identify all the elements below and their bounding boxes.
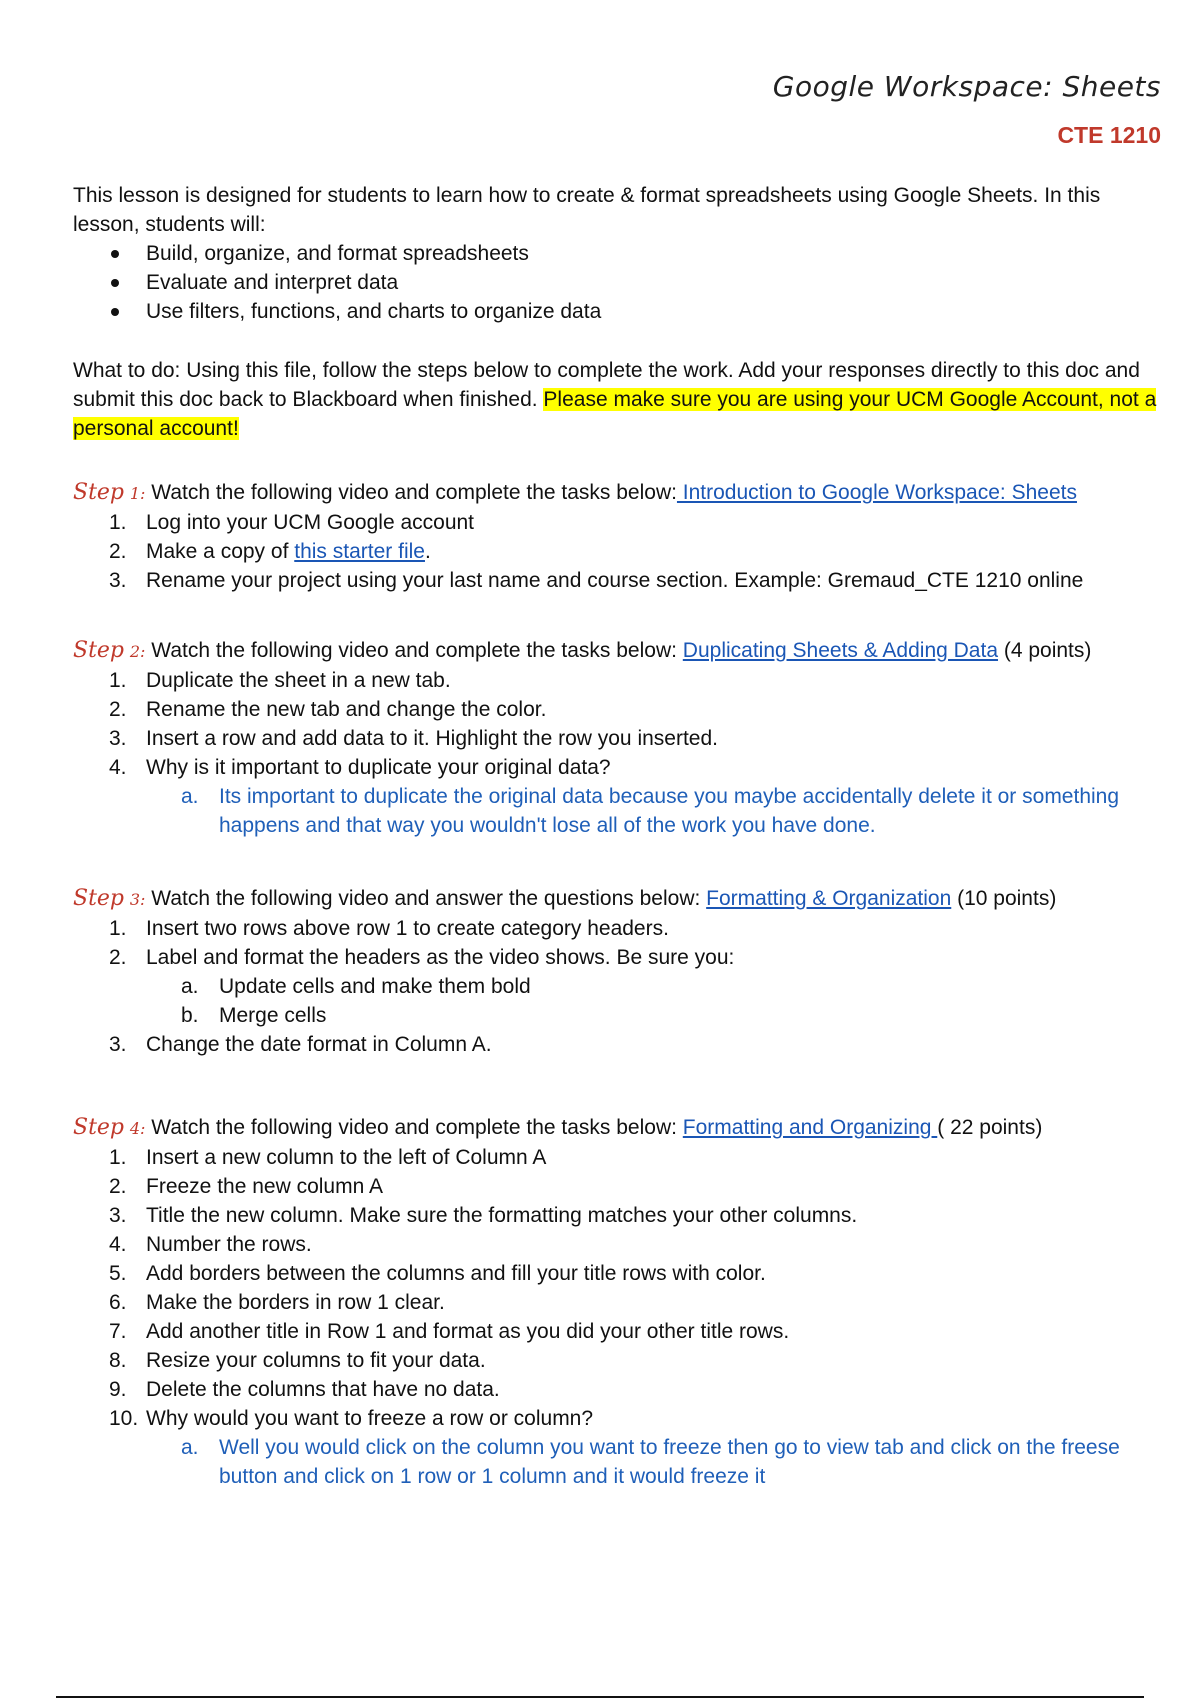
list-item xyxy=(73,1143,1165,1172)
list-item xyxy=(73,508,1165,537)
step-4-heading xyxy=(73,1113,1165,1143)
list-item-text: Build, organize, and format spreadsheets xyxy=(146,242,529,265)
list-item-text: Insert two rows above row 1 to create category headers. xyxy=(146,917,669,940)
list-number: 3. xyxy=(109,1204,127,1227)
step-number: 4: xyxy=(129,1119,146,1138)
objectives-list xyxy=(73,239,1165,326)
list-item xyxy=(73,1030,1165,1059)
sub-letter: a. xyxy=(181,785,199,808)
list-item xyxy=(73,724,1165,753)
video-link-formatting-organizing[interactable]: Formatting and Organizing xyxy=(682,1116,938,1139)
step-1-section xyxy=(73,478,1165,595)
step-4-points: ( 22 points) xyxy=(937,1116,1043,1139)
sub-letter: a. xyxy=(181,975,199,998)
list-item xyxy=(73,239,1165,268)
list-item-text-end: . xyxy=(424,540,431,563)
list-number: 4. xyxy=(109,756,127,779)
list-number: 1. xyxy=(109,511,127,534)
starter-file-link[interactable]: this starter file xyxy=(294,540,425,563)
list-number: 6. xyxy=(109,1291,127,1314)
footer-divider xyxy=(56,1696,1144,1698)
step-number: 3: xyxy=(129,890,146,909)
sub-list-item xyxy=(73,1001,1165,1030)
list-item-text: Make the borders in row 1 clear. xyxy=(146,1291,445,1314)
list-item-text: Make a copy of xyxy=(146,540,295,563)
list-item xyxy=(73,297,1165,326)
list-number: 2. xyxy=(109,946,127,969)
list-number: 2. xyxy=(109,698,127,721)
sub-list-item xyxy=(73,972,1165,1001)
list-item-text: Title the new column. Make sure the formatting matches your other columns. xyxy=(146,1204,858,1227)
instructions-text: What to do: Using this file, follow the steps below to complete the work. Add your responses directly to this doc and submit this doc back to Blackboard when finished. xyxy=(73,359,1140,411)
list-number: 5. xyxy=(109,1262,127,1285)
list-number: 3. xyxy=(109,727,127,750)
step-label: Step xyxy=(73,1115,125,1140)
list-number: 2. xyxy=(109,1175,127,1198)
list-number: 1. xyxy=(109,1146,127,1169)
answer-text: Well you would click on the column you want to freeze then go to view tab and click on the freese button and click on 1 row or 1 column and it would freeze it xyxy=(219,1436,1120,1488)
step-2-section xyxy=(73,636,1165,840)
list-item-text: Number the rows. xyxy=(146,1233,312,1256)
step-2-instruction: Watch the following video and complete the tasks below: xyxy=(145,639,683,662)
list-number: 4. xyxy=(109,1233,127,1256)
list-item xyxy=(73,1259,1165,1288)
list-item xyxy=(73,695,1165,724)
instructions-paragraph xyxy=(73,356,1165,443)
list-number: 7. xyxy=(109,1320,127,1343)
list-item xyxy=(73,1317,1165,1346)
video-link-intro-sheets[interactable]: Introduction to Google Workspace: Sheets xyxy=(676,481,1077,504)
intro-section xyxy=(73,181,1165,326)
step-1-heading xyxy=(73,478,1165,508)
list-item xyxy=(73,1201,1165,1230)
list-item xyxy=(73,1346,1165,1375)
list-item-text: Rename your project using your last name and course section. Example: Gremaud_CTE 1210 online xyxy=(146,569,1084,592)
list-item-text: Delete the columns that have no data. xyxy=(146,1378,500,1401)
list-item xyxy=(73,1172,1165,1201)
list-number: 2. xyxy=(109,540,127,563)
intro-paragraph: This lesson is designed for students to learn how to create & format spreadsheets using Google Sheets. In this lesson, students will: xyxy=(73,184,1101,236)
step-2-list xyxy=(73,666,1165,782)
list-item-text: Use filters, functions, and charts to organize data xyxy=(146,300,602,323)
step-label: Step xyxy=(73,638,125,663)
list-item-text: Evaluate and interpret data xyxy=(146,271,399,294)
list-item-text: Insert a row and add data to it. Highlight the row you inserted. xyxy=(146,727,718,750)
account-warning-highlight: Please make sure you are using your UCM Google Account, not a personal account! xyxy=(73,388,1157,440)
step-2-answer xyxy=(73,782,1165,840)
list-item-text: Change the date format in Column A. xyxy=(146,1033,492,1056)
list-item-text: Add borders between the columns and fill your title rows with color. xyxy=(146,1262,766,1285)
step-2-heading xyxy=(73,636,1165,666)
course-code: CTE 1210 xyxy=(1057,122,1161,148)
instructions-section xyxy=(73,356,1165,443)
step-3-heading xyxy=(73,884,1165,914)
list-item xyxy=(73,1288,1165,1317)
list-item xyxy=(73,943,1165,972)
list-item-text: Add another title in Row 1 and format as you did your other title rows. xyxy=(146,1320,790,1343)
step-3-points: (10 points) xyxy=(951,887,1057,910)
list-item xyxy=(73,268,1165,297)
step-3-section xyxy=(73,884,1165,1059)
list-item xyxy=(73,914,1165,943)
list-item-text: Rename the new tab and change the color. xyxy=(146,698,547,721)
list-item xyxy=(73,1404,1165,1433)
step-4-answer xyxy=(73,1433,1165,1491)
step-number: 2: xyxy=(129,642,146,661)
step-1-list xyxy=(73,508,1165,595)
list-item xyxy=(73,566,1165,595)
list-item xyxy=(73,666,1165,695)
document-title: Google Workspace: Sheets xyxy=(772,70,1161,103)
step-number: 1: xyxy=(129,484,146,503)
list-item xyxy=(73,1230,1165,1259)
step-3-list xyxy=(73,914,1165,972)
bullet-icon xyxy=(111,279,119,287)
list-number: 1. xyxy=(109,669,127,692)
list-number: 10. xyxy=(109,1407,139,1430)
video-link-formatting-organization[interactable]: Formatting & Organization xyxy=(706,887,952,910)
list-item xyxy=(73,753,1165,782)
step-3-list-cont xyxy=(73,1030,1165,1059)
step-4-instruction: Watch the following video and complete the tasks below: xyxy=(145,1116,683,1139)
list-number: 1. xyxy=(109,917,127,940)
list-item-text: Label and format the headers as the video shows. Be sure you: xyxy=(146,946,735,969)
bullet-icon xyxy=(111,308,119,316)
list-number: 3. xyxy=(109,569,127,592)
step-2-points: (4 points) xyxy=(998,639,1092,662)
list-item-text: Resize your columns to fit your data. xyxy=(146,1349,486,1372)
step-label: Step xyxy=(73,480,125,505)
bullet-icon xyxy=(111,250,119,258)
step-label: Step xyxy=(73,886,125,911)
step-3-instruction: Watch the following video and answer the questions below: xyxy=(145,887,707,910)
video-link-duplicating-sheets[interactable]: Duplicating Sheets & Adding Data xyxy=(682,639,999,662)
list-item-text: Insert a new column to the left of Column A xyxy=(146,1146,547,1169)
list-item-text: Why would you want to freeze a row or column? xyxy=(146,1407,594,1430)
list-item-text: Why is it important to duplicate your original data? xyxy=(146,756,611,779)
list-item xyxy=(73,537,1165,566)
sub-item-text: Merge cells xyxy=(219,1004,327,1027)
sub-item-text: Update cells and make them bold xyxy=(219,975,531,998)
list-item-text: Log into your UCM Google account xyxy=(146,511,475,534)
list-item-text: Freeze the new column A xyxy=(146,1175,383,1198)
sub-letter: a. xyxy=(181,1436,199,1459)
sub-letter: b. xyxy=(181,1004,199,1027)
step-4-list xyxy=(73,1143,1165,1433)
list-number: 3. xyxy=(109,1033,127,1056)
answer-text: Its important to duplicate the original data because you maybe accidentally delete it or something happens and that way you wouldn't lose all of the work you have done. xyxy=(219,785,1120,837)
list-number: 8. xyxy=(109,1349,127,1372)
list-number: 9. xyxy=(109,1378,127,1401)
step-1-instruction: Watch the following video and complete the tasks below: xyxy=(145,481,677,504)
step-4-section xyxy=(73,1113,1165,1491)
list-item-text: Duplicate the sheet in a new tab. xyxy=(146,669,451,692)
list-item xyxy=(73,1375,1165,1404)
